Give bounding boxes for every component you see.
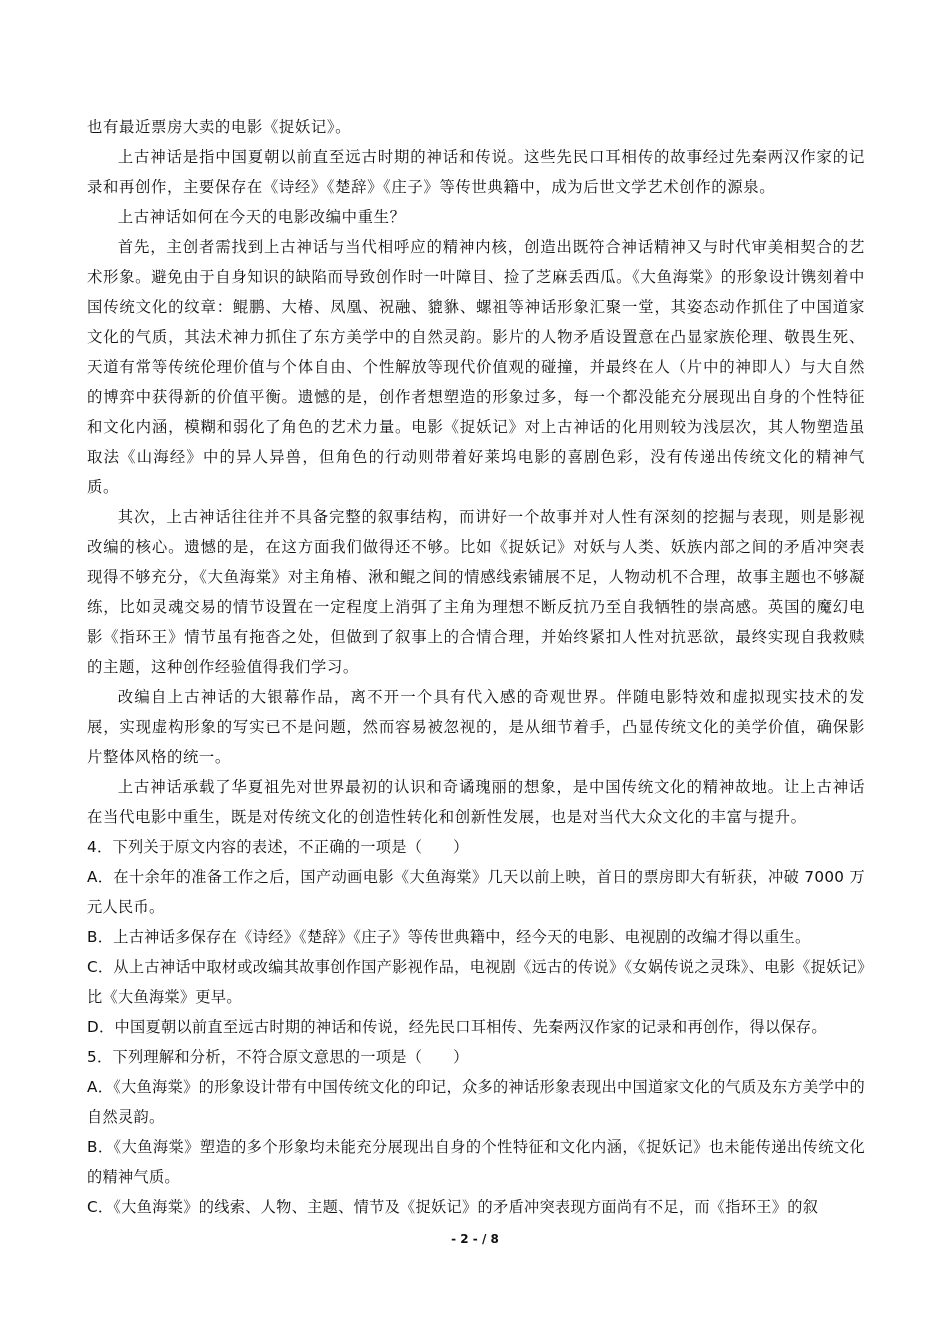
question-5-option-b: B．《大鱼海棠》塑造的多个形象均未能充分展现出自身的个性特征和文化内涵，《捉妖记》也未能传递出传统文化的精神气质。 bbox=[87, 1138, 865, 1186]
passage-paragraph: 其次，上古神话往往并不具备完整的叙事结构，而讲好一个故事并对人性有深刻的挖掘与表现，则是影视改编的核心。遗憾的是，在这方面我们做得还不够。比如《捉妖记》对妖与人类、妖族内部之间的矛盾冲突表现得不够充分，《大鱼海棠》对主角椿、湫和鲲之间的情感线索铺展不足，人物动机不合理，故事主题也不够凝练，比如灵魂交易的情节设置在一定程度上消弭了主角为理想不断反抗乃至自我牺牲的崇高感。英国的魔幻电影《指环王》情节虽有拖沓之处，但做到了叙事上的合情合理，并始终紧扣人性对抗恶欲，最终实现自我救赎的主题，这种创作经验值得我们学习。 bbox=[87, 508, 865, 676]
passage-paragraph: 首先，主创者需找到上古神话与当代相呼应的精神内核，创造出既符合神话精神又与时代审美相契合的艺术形象。避免由于自身知识的缺陷而导致创作时一叶障目、捡了芝麻丢西瓜。《大鱼海棠》的形象设计镌刻着中国传统文化的纹章：鲲鹏、大椿、凤凰、祝融、貔貅、螺祖等神话形象汇聚一堂，其姿态动作抓住了中国道家文化的气质，其法术神力抓住了东方美学中的自然灵韵。影片的人物矛盾设置意在凸显家族伦理、敬畏生死、天道有常等传统伦理价值与个体自由、个性解放等现代价值观的碰撞，并最终在人（片中的神即人）与大自然的博弈中获得新的价值平衡。遗憾的是，创作者想塑造的形象过多，每一个都没能充分展现出自身的个性特征和文化内涵，模糊和弱化了角色的艺术力量。电影《捉妖记》对上古神话的化用则较为浅层次，其人物塑造虽取法《山海经》中的异人异兽，但角色的行动则带着好莱坞电影的喜剧色彩，没有传递出传统文化的精神气质。 bbox=[87, 238, 865, 496]
question-5-stem: 5．下列理解和分析，不符合原文意思的一项是（ ） bbox=[87, 1048, 469, 1066]
reading-passage bbox=[87, 112, 865, 832]
question-5-option-c: C．《大鱼海棠》的线索、人物、主题、情节及《捉妖记》的矛盾冲突表现方面尚有不足，而《指环王》的叙 bbox=[87, 1198, 819, 1216]
passage-paragraph: 上古神话如何在今天的电影改编中重生？ bbox=[117, 208, 406, 226]
question-4-option-a: A．在十余年的准备工作之后，国产动画电影《大鱼海棠》几天以前上映，首日的票房即大有斩获，冲破 7000 万元人民币。 bbox=[87, 868, 865, 916]
question-4-option-c: C．从上古神话中取材或改编其故事创作国产影视作品，电视剧《远古的传说》《女娲传说之灵珠》、电影《捉妖记》比《大鱼海棠》更早。 bbox=[87, 958, 865, 1006]
question-4-stem: 4．下列关于原文内容的表述，不正确的一项是（ ） bbox=[87, 838, 469, 856]
page-number: - 2 - / 8 bbox=[451, 1232, 499, 1246]
passage-paragraph: 上古神话是指中国夏朝以前直至远古时期的神话和传说。这些先民口耳相传的故事经过先秦两汉作家的记录和再创作，主要保存在《诗经》《楚辞》《庄子》等传世典籍中，成为后世文学艺术创作的源泉。 bbox=[87, 148, 865, 196]
passage-paragraph: 上古神话承载了华夏祖先对世界最初的认识和奇谲瑰丽的想象，是中国传统文化的精神故地。让上古神话在当代电影中重生，既是对传统文化的创造性转化和创新性发展，也是对当代大众文化的丰富与提升。 bbox=[87, 778, 865, 826]
question-4-option-d: D．中国夏朝以前直至远古时期的神话和传说，经先民口耳相传、先秦两汉作家的记录和再创作，得以保存。 bbox=[87, 1018, 827, 1036]
document-page bbox=[87, 112, 865, 1222]
passage-paragraph: 也有最近票房大卖的电影《捉妖记》。 bbox=[87, 118, 352, 136]
question-4-option-b: B．上古神话多保存在《诗经》《楚辞》《庄子》等传世典籍中，经今天的电影、电视剧的改编才得以重生。 bbox=[87, 928, 811, 946]
question-5-option-a: A．《大鱼海棠》的形象设计带有中国传统文化的印记，众多的神话形象表现出中国道家文化的气质及东方美学中的自然灵韵。 bbox=[87, 1078, 865, 1126]
passage-paragraph: 改编自上古神话的大银幕作品，离不开一个具有代入感的奇观世界。伴随电影特效和虚拟现实技术的发展，实现虚构形象的写实已不是问题，然而容易被忽视的，是从细节着手，凸显传统文化的美学价值，确保影片整体风格的统一。 bbox=[87, 688, 865, 766]
question-section bbox=[87, 832, 865, 1222]
